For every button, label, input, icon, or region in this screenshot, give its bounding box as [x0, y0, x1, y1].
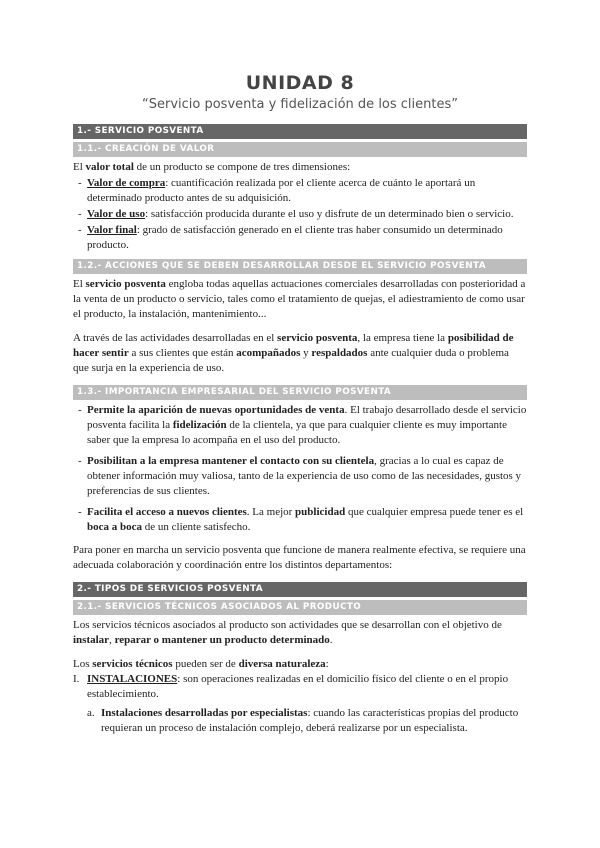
section-heading-2: 2.- TIPOS DE SERVICIOS POSVENTA: [73, 582, 527, 597]
instalaciones-sublist: [73, 706, 527, 736]
paragraph-actividades: A través de las actividades desarrolladas en el servicio posventa, la empresa tiene la posibilidad de hacer sentir a sus clientes que están acompañados y respaldados ante cualquier duda o problema que surja en la experiencia de uso.: [73, 332, 514, 374]
paragraph-valor-intro: El valor total de un producto se compone de tres dimensiones:: [73, 161, 351, 173]
page-subtitle: “Servicio posventa y fidelización de los clientes”: [141, 97, 458, 112]
paragraph-servicio-posventa: El servicio posventa engloba todas aquellas actuaciones comerciales desarrolladas con posterioridad a la venta de un producto o servicio, tales como el tratamiento de quejas, el adiestramiento de como usar el producto, la instalación, mantenimiento...: [73, 278, 526, 320]
list-item: - Valor de compra: cuantificación realizada por el cliente acerca de cuánto le aportará un determinado producto antes de su adquisición.: [78, 177, 476, 204]
list-item: I. INSTALACIONES: son operaciones realizadas en el domicilio físico del cliente o en el propio establecimiento.: [73, 673, 509, 700]
document-body: [73, 124, 527, 736]
list-item: - Valor de uso: satisfacción producida durante el uso y disfrute de un determinado bien o servicio.: [78, 208, 514, 220]
list-item: a. Instalaciones desarrolladas por especialistas: cuando las características propias del producto requieran un proceso de instalación complejo, deberá realizarse por un especialista.: [87, 707, 519, 734]
list-item: - Facilita el acceso a nuevos clientes. La mejor publicidad que cualquier empresa puede tener es el boca a boca de un cliente satisfecho.: [78, 506, 524, 533]
importancia-list: [73, 403, 527, 535]
tipos-list: [73, 672, 527, 702]
list-item: - Posibilitan a la empresa mantener el contacto con su clientela, gracias a lo cual es capaz de obtener información muy valiosa, tanto de la experiencia de uso como de las necesidades, gustos y preferencias de sus clientes.: [78, 455, 522, 497]
list-item: - Valor final: grado de satisfacción generado en el cliente tras haber consumido un determinado producto.: [78, 224, 503, 251]
page-title: UNIDAD 8: [245, 72, 355, 94]
subsection-heading-1-2: 1.2.- ACCIONES QUE SE DEBEN DESARROLLAR DESDE EL SERVICIO POSVENTA: [73, 259, 527, 274]
paragraph-naturaleza: Los servicios técnicos pueden ser de diversa naturaleza:: [73, 658, 329, 670]
paragraph-servicios-tecnicos: Los servicios técnicos asociados al producto son actividades que se desarrollan con el objetivo de instalar, reparar o mantener un producto determinado.: [73, 619, 502, 646]
section-heading-1: 1.- SERVICIO POSVENTA: [73, 124, 527, 139]
list-item: - Permite la aparición de nuevas oportunidades de venta. El trabajo desarrollado desde el servicio posventa facilita la fidelización de la clientela, ya que para cualquier cliente es muy importante saber que la empresa lo acompaña en el uso del producto.: [78, 404, 527, 446]
subsection-heading-1-3: 1.3.- IMPORTANCIA EMPRESARIAL DEL SERVICIO POSVENTA: [73, 385, 527, 400]
subsection-heading-2-1: 2.1.- SERVICIOS TÉCNICOS ASOCIADOS AL PRODUCTO: [73, 600, 527, 615]
valor-list: [73, 176, 527, 253]
subsection-heading-1-1: 1.1.- CREACIÓN DE VALOR: [73, 142, 527, 157]
paragraph-coordinacion: Para poner en marcha un servicio posventa que funcione de manera realmente efectiva, se requiere una adecuada colaboración y coordinación entre los distintos departamentos:: [73, 544, 526, 571]
